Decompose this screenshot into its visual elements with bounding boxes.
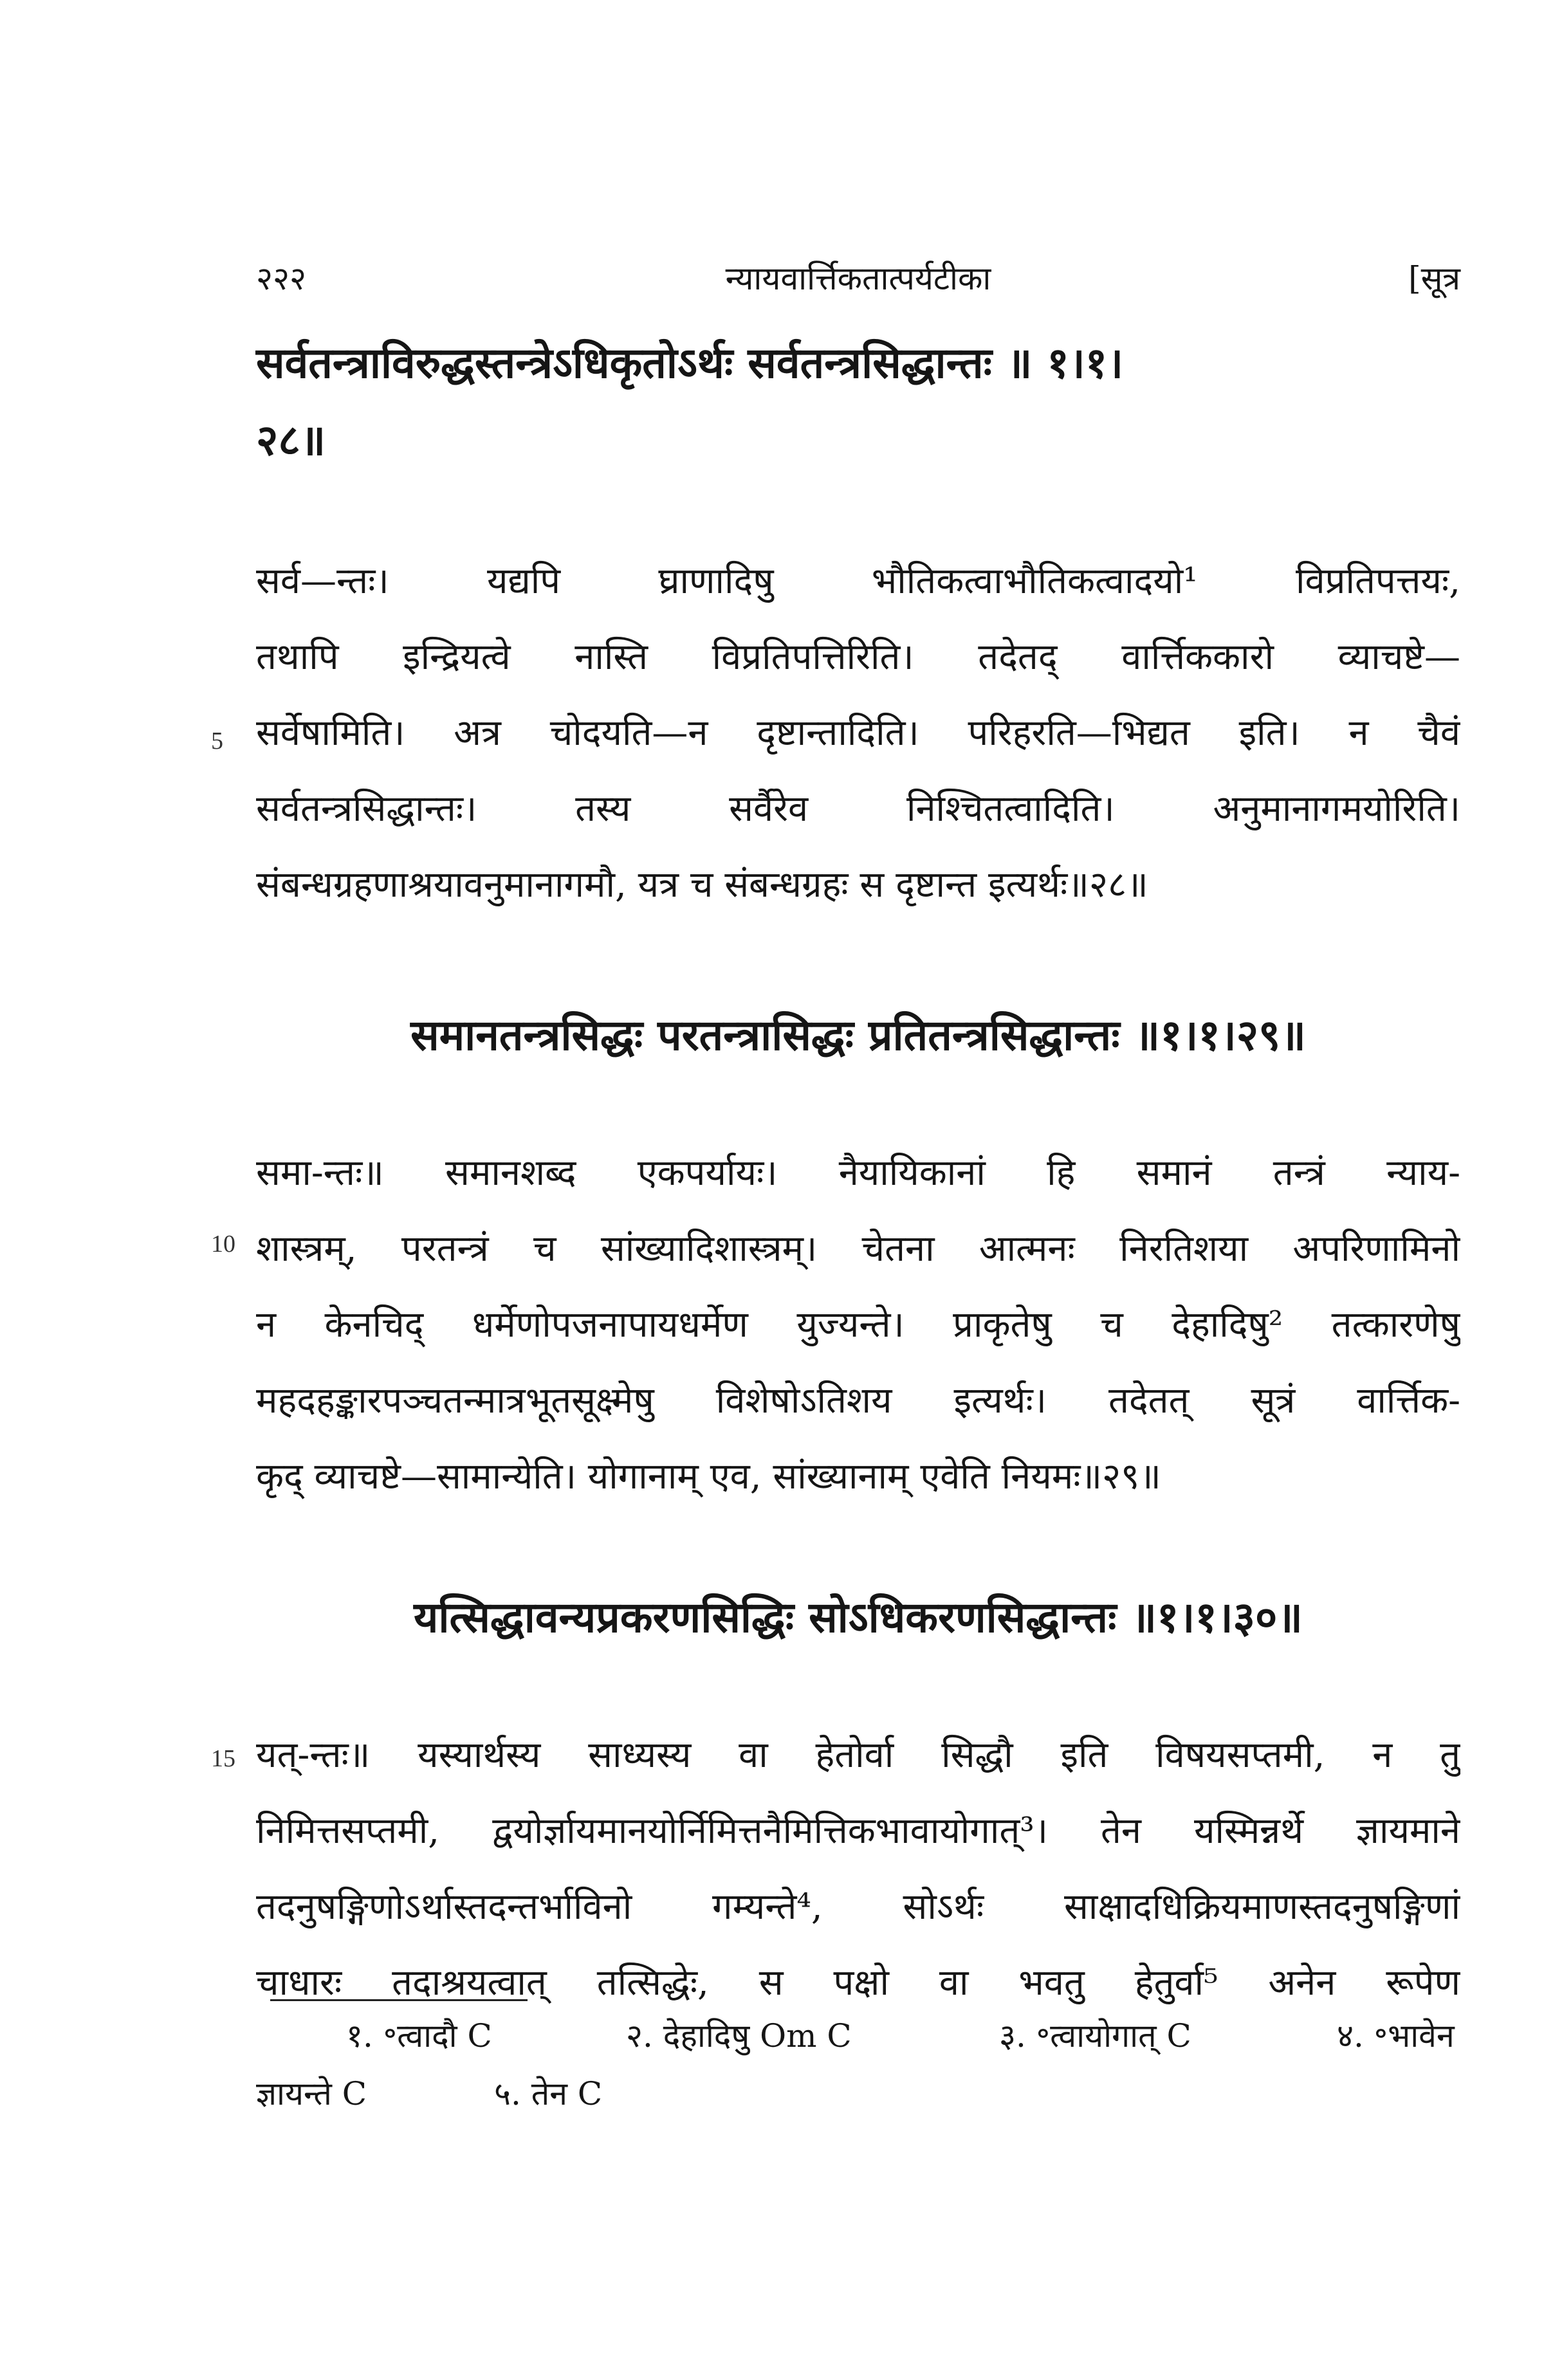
- commentary-line: समा-न्तः॥ समानशब्द एकपर्यायः। नैयायिकानां हि समानं तन्त्रं न्याय-: [256, 1152, 1460, 1194]
- page-number: २२२: [256, 260, 306, 297]
- running-title: न्यायवार्त्तिकतात्पर्यटीका: [725, 260, 991, 297]
- footnotes: [256, 2007, 1460, 2123]
- sutra-29: समानतन्त्रसिद्धः परतन्त्रासिद्धः प्रतितन्त्रसिद्धान्तः ॥१।१।२९॥: [410, 1010, 1306, 1060]
- commentary-30: [256, 1717, 1460, 2021]
- footnote-row: [256, 2007, 1460, 2065]
- commentary-29: [256, 1135, 1460, 1515]
- line-number-10: 10: [211, 1231, 235, 1258]
- sutra-28-line-2: २८॥: [256, 415, 326, 465]
- section-marker: [सूत्र: [1408, 260, 1460, 297]
- running-header: [256, 243, 1460, 314]
- commentary-28: [256, 544, 1460, 923]
- commentary-line: यत्-न्तः॥ यस्यार्थस्य साध्यस्य वा हेतोर्वा सिद्धौ इति विषयसप्तमी, न तु: [256, 1734, 1460, 1776]
- footnote-5: ५. तेन C: [494, 2075, 603, 2112]
- commentary-line: तथापि इन्द्रियत्वे नास्ति विप्रतिपत्तिरिति। तदेतद् वार्त्तिककारो व्याचष्टे—: [256, 636, 1460, 678]
- sutra-30: यत्सिद्धावन्यप्रकरणसिद्धिः सोऽधिकरणसिद्धान्तः ॥१।१।३०॥: [414, 1592, 1303, 1642]
- commentary-line: शास्त्रम्, परतन्त्रं च सांख्यादिशास्त्रम्। चेतना आत्मनः निरतिशया अपरिणामिनो: [256, 1228, 1460, 1270]
- commentary-line: सर्व—न्तः। यद्यपि घ्राणादिषु भौतिकत्वाभौतिकत्वादयो¹ विप्रतिपत्तयः,: [256, 560, 1460, 602]
- commentary-line: तदनुषङ्गिणोऽर्थास्तदन्तर्भाविनो गम्यन्ते⁴, सोऽर्थः साक्षादधिक्रियमाणस्तदनुषङ्गिणां: [256, 1886, 1460, 1928]
- sutra-28-line-1: सर्वतन्त्राविरुद्धस्तन्त्रेऽधिकृतोऽर्थः सर्वतन्त्रसिद्धान्तः ॥ १।१।: [256, 338, 1124, 388]
- footnote-2: २. देहादिषु Om C: [626, 2017, 852, 2055]
- commentary-line: निमित्तसप्तमी, द्वयोर्ज्ञायमानयोर्निमित्तनैमित्तिकभावायोगात्³। तेन यस्मिन्नर्थे ज्ञायमाने: [256, 1810, 1460, 1852]
- commentary-line: सर्वतन्त्रसिद्धान्तः। तस्य सर्वैरेव निश्चितत्वादिति। अनुमानागमयोरिति।: [256, 788, 1460, 830]
- commentary-line: संबन्धग्रहणाश्रयावनुमानागमौ, यत्र च संबन्धग्रहः स दृष्टान्त इत्यर्थः॥२८॥: [256, 864, 1148, 906]
- footnote-1: १. ॰त्वादौ C: [346, 2017, 492, 2055]
- commentary-line: महदहङ्कारपञ्चतन्मात्रभूतसूक्ष्मेषु विशेषोऽतिशय इत्यर्थः। तदेतत् सूत्रं वार्त्तिक-: [256, 1380, 1460, 1422]
- commentary-line: सर्वेषामिति। अत्र चोदयति—न दृष्टान्तादिति। परिहरति—भिद्यत इति। न चैवं: [256, 712, 1460, 754]
- commentary-line: चाधारः तदाश्रयत्वात् तत्सिद्धेः, स पक्षो वा भवतु हेतुर्वा⁵ अनेन रूपेण: [256, 1962, 1460, 2004]
- footnote-4-continued: ज्ञायन्ते C: [256, 2075, 367, 2112]
- commentary-line: न केनचिद् धर्मेणोपजनापायधर्मेण युज्यन्ते। प्राकृतेषु च देहादिषु² तत्कारणेषु: [256, 1304, 1460, 1346]
- footnote-rule: [270, 1999, 528, 2001]
- commentary-line: कृद् व्याचष्टे—सामान्येति। योगानाम् एव, सांख्यानाम् एवेति नियमः॥२९॥: [256, 1456, 1161, 1497]
- footnote-4: ४. ॰भावेन: [1337, 2017, 1455, 2055]
- line-number-5: 5: [211, 728, 223, 755]
- footnote-row: [256, 2065, 1460, 2123]
- footnote-3: ३. ॰त्वायोगात् C: [999, 2017, 1191, 2055]
- line-number-15: 15: [211, 1745, 235, 1772]
